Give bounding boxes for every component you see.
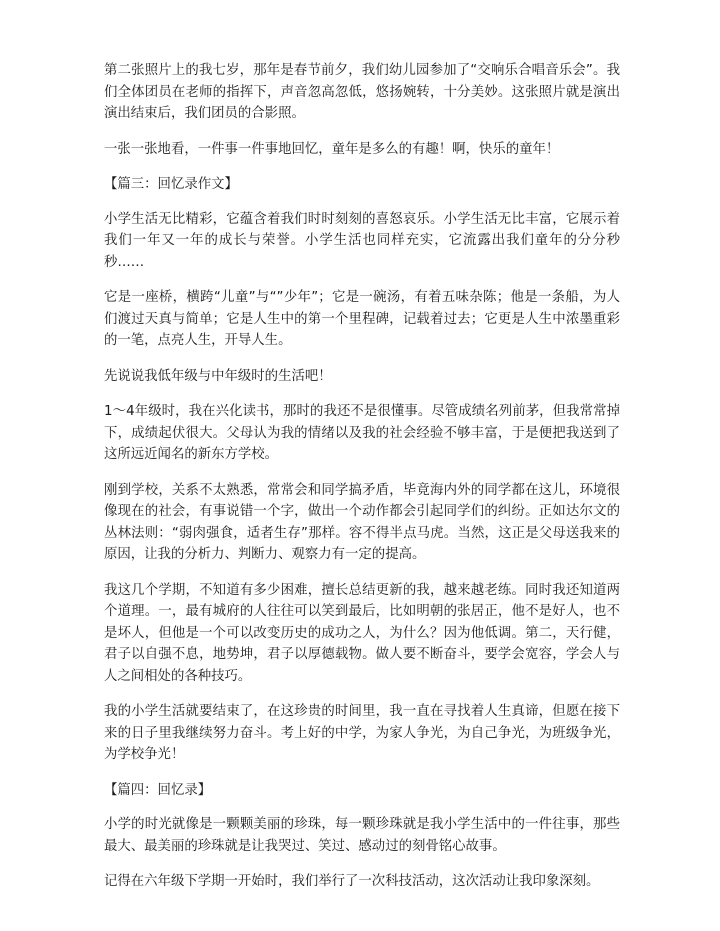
paragraph-grades-1-4: 1～4年级时，我在兴化读书，那时的我还不是很懂事。尽管成绩名列前茅，但我常常掉下，成绩起伏很大。父母认为我的情绪以及我的社会经验不够丰富，于是便把我送到了这所远近闻名的新东方学校。 — [104, 404, 620, 462]
paragraph-new-school: 刚到学校，关系不太熟悉，常常会和同学搞矛盾，毕竟海内外的同学都在这儿，环境很像现在的社会，有事说错一个字，做出一个动作都会引起同学们的纠纷。正如达尔文的丛林法则：“弱肉强食，适者生存”那样。容不得半点马虎。当然，这正是父母送我来的原因，让我的分析力、判断力、观察力有一定的提高。 — [104, 482, 620, 562]
paragraph-lessons-learned: 我这几个学期，不知道有多少困难，擅长总结更新的我，越来越老练。同时我还知道两个道理。一，最有城府的人往往可以笑到最后，比如明朝的张居正，他不是好人，也不是坏人，但他是一个可以改变历史的成功之人，为什么？因为他低调。第二，天行健，君子以自强不息，地势坤，君子以厚德载物。做人要不断奋斗，要学会宽容，学会人与人之间相处的各种技巧。 — [104, 582, 620, 684]
paragraph-science-activity: 记得在六年级下学期一开始时，我们举行了一次科技活动，这次活动让我印象深刻。 — [104, 874, 600, 889]
paragraph-photo-memory: 第二张照片上的我七岁，那年是春节前夕，我们幼儿园参加了“交响乐合唱音乐会”。我们全体团员在老师的指挥下，声音忽高忽低，悠扬婉转，十分美妙。这张照片就是演出演出结束后，我们团员的合影照。 — [104, 63, 620, 121]
section-heading-4: 【篇四：回忆录】 — [104, 782, 212, 798]
paragraph-school-life-intro: 小学生活无比精彩，它蕴含着我们时时刻刻的喜怒哀乐。小学生活无比丰富，它展示着我们一年又一年的成长与荣誉。小学生活也同样充实，它流露出我们童年的分分秒秒…… — [104, 211, 620, 270]
section-heading-3: 【篇三：回忆录作文】 — [104, 177, 238, 192]
paragraph-lower-grades-intro: 先说说我低年级与中年级时的生活吧！ — [104, 368, 332, 384]
paragraph-pearls: 小学的时光就像是一颗颗美丽的珍珠，每一颗珍珠就是我小学生活中的一件往事，那些最大、最美丽的珍珠就是让我哭过、笑过、感动过的刻骨铭心故事。 — [104, 817, 620, 854]
paragraph-school-ending: 我的小学生活就要结束了，在这珍贵的时间里，我一直在寻找着人生真谛，但愿在接下来的日子里我继续努力奋斗。考上好的中学，为家人争光，为自己争光，为班级争光，为学校争光！ — [104, 704, 620, 762]
paragraph-school-life-metaphor: 它是一座桥，横跨“儿童”与“”少年”；它是一碗汤，有着五味杂陈；他是一条船，为人们渡过天真与简单；它是人生中的第一个里程碑，记载着过去；它更是人生中浓墨重彩的一笔，点亮人生，开导人生。 — [104, 290, 620, 348]
paragraph-childhood-recall: 一张一张地看，一件事一件事地回忆，童年是多么的有趣！啊，快乐的童年！ — [104, 141, 560, 157]
